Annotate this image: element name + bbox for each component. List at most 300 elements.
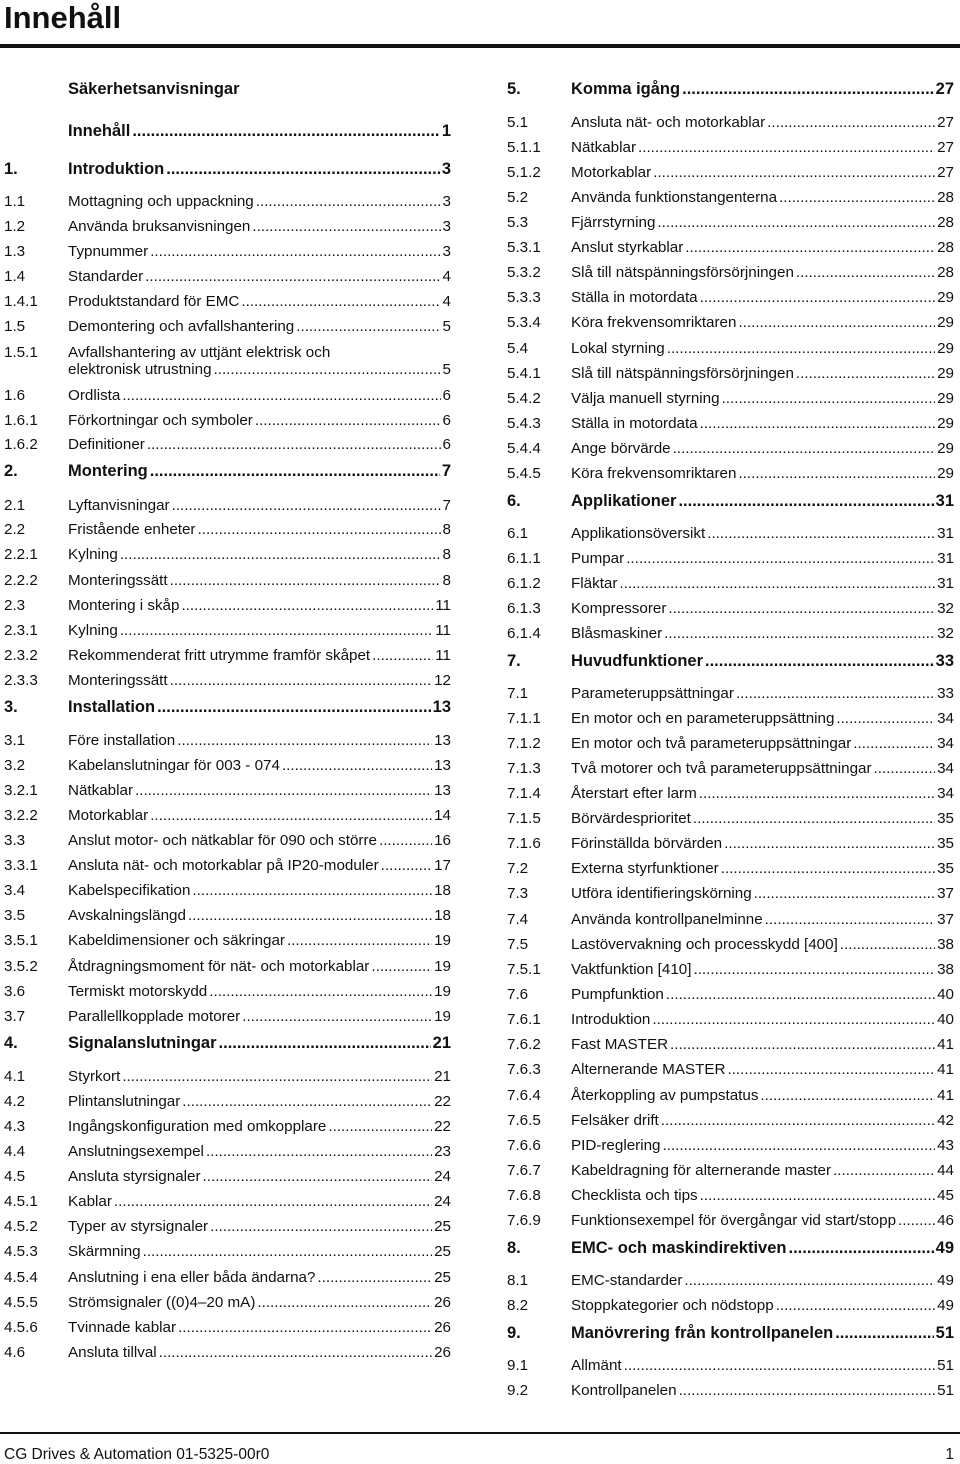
dot-leader xyxy=(836,709,935,728)
toc-entry-title: Felsäker drift xyxy=(571,1112,659,1129)
toc-entry-title: Motorkablar xyxy=(68,807,149,824)
toc-entry-page: 17 xyxy=(434,857,451,874)
toc-entry-number: 3.2 xyxy=(4,757,26,774)
dot-leader xyxy=(673,439,935,458)
footer-page-number: 1 xyxy=(945,1446,954,1463)
dot-leader xyxy=(624,1356,935,1375)
toc-entry-number: 4.5.5 xyxy=(4,1294,38,1311)
toc-entry-number: 1.3 xyxy=(4,243,26,260)
toc-entry-number: 3.4 xyxy=(4,882,26,899)
toc-entry-leader-line xyxy=(571,784,954,803)
toc-entry-page: 1 xyxy=(441,122,451,140)
toc-entry-number: 2.3.1 xyxy=(4,622,38,639)
toc-entry-title: Slå till nätspänningsförsörjningen xyxy=(571,264,794,281)
toc-entry-leader-line xyxy=(571,238,954,257)
footer-rule xyxy=(0,1432,960,1434)
toc-entry-number: 4.5.2 xyxy=(4,1218,38,1235)
toc-entry-number: 5. xyxy=(507,80,521,98)
dot-leader xyxy=(664,624,935,643)
toc-entry-title: Montering i skåp xyxy=(68,597,180,614)
toc-entry-leader-line xyxy=(571,1010,954,1029)
toc-entry-number: 3. xyxy=(4,698,18,716)
toc-entry-title: Kylning xyxy=(68,546,118,563)
toc-entry-leader-line xyxy=(571,1136,954,1155)
dot-leader xyxy=(662,1136,935,1155)
toc-entry-title: Kabeldimensioner och säkringar xyxy=(68,932,285,949)
toc-entry-page: 38 xyxy=(937,936,954,953)
toc-entry-number: 4.5.6 xyxy=(4,1319,38,1336)
toc-entry-leader-line xyxy=(571,574,954,593)
toc-entry-page: 29 xyxy=(937,465,954,482)
toc-entry-number: 1. xyxy=(4,160,18,178)
dot-leader xyxy=(653,163,935,182)
toc-entry-number: 7.6.2 xyxy=(507,1036,541,1053)
toc-entry-page: 35 xyxy=(937,835,954,852)
toc-entry-number: 2.3.2 xyxy=(4,647,38,664)
toc-entry-number: 1.2 xyxy=(4,218,26,235)
dot-leader xyxy=(699,784,935,803)
toc-entry-number: 7.6.5 xyxy=(507,1112,541,1129)
toc-entry-leader-line xyxy=(571,288,954,307)
toc-entry-page: 25 xyxy=(434,1243,451,1260)
dot-leader xyxy=(700,288,935,307)
toc-entry-title: Stoppkategorier och nödstopp xyxy=(571,1297,774,1314)
toc-entry-number: 6.1.2 xyxy=(507,575,541,592)
toc-entry-page: 6 xyxy=(442,412,451,429)
toc-entry-number: 1.5 xyxy=(4,318,26,335)
toc-entry-number: 7.3 xyxy=(507,885,529,902)
toc-entry-page: 49 xyxy=(937,1272,954,1289)
toc-entry-title: Typnummer xyxy=(68,243,149,260)
dot-leader xyxy=(722,389,936,408)
toc-entry-leader-line xyxy=(571,960,954,979)
toc-entry-title: Vaktfunktion [410] xyxy=(571,961,692,978)
toc-entry-title: Kabelspecifikation xyxy=(68,882,191,899)
toc-entry-title: Välja manuell styrning xyxy=(571,390,720,407)
toc-entry-title: Parallellkopplade motorer xyxy=(68,1008,241,1025)
dot-leader xyxy=(776,1296,935,1315)
toc-entry-leader-line xyxy=(571,188,954,207)
toc-entry-page: 7 xyxy=(442,497,451,514)
toc-entry-page: 12 xyxy=(434,672,451,689)
toc-entry-title: Anslutningsexempel xyxy=(68,1143,204,1160)
toc-entry-page: 25 xyxy=(434,1218,451,1235)
toc-entry-page: 5 xyxy=(442,318,451,335)
toc-entry-page: 27 xyxy=(937,139,954,156)
toc-entry-title: Termiskt motorskydd xyxy=(68,983,208,1000)
toc-entry-number: 7.5 xyxy=(507,936,529,953)
toc-entry-title: Kompressorer xyxy=(571,600,667,617)
toc-entry-number: 7.6.1 xyxy=(507,1011,541,1028)
toc-entry-title: Fristående enheter xyxy=(68,521,196,538)
toc-entry-title: elektronisk utrustning xyxy=(68,361,212,378)
toc-entry-number: 7.1.2 xyxy=(507,735,541,752)
toc-entry-title: Åtdragningsmoment för nät- och motorkablar xyxy=(68,958,370,975)
toc-entry-title: Applikationsöversikt xyxy=(571,525,706,542)
toc-entry-page: 24 xyxy=(434,1168,451,1185)
toc-entry-title: Typer av styrsignaler xyxy=(68,1218,209,1235)
toc-entry-leader-line xyxy=(571,464,954,483)
toc-entry-title: Installation xyxy=(68,698,156,716)
toc-entry-number: 1.1 xyxy=(4,193,26,210)
dot-leader xyxy=(657,213,935,232)
toc-entry-number: 3.3.1 xyxy=(4,857,38,874)
toc-entry-number: 5.4.3 xyxy=(507,415,541,432)
toc-entry-page: 13 xyxy=(434,782,451,799)
toc-entry-title: Kontrollpanelen xyxy=(571,1382,677,1399)
toc-entry-page: 33 xyxy=(937,685,954,702)
dot-leader xyxy=(705,652,934,671)
dot-leader xyxy=(638,138,935,157)
dot-leader xyxy=(670,1035,935,1054)
toc-entry-title: Alternerande MASTER xyxy=(571,1061,726,1078)
toc-entry-number: 5.1.1 xyxy=(507,139,541,156)
toc-entry-leader-line xyxy=(571,113,954,132)
toc-entry-title: Standarder xyxy=(68,268,144,285)
dot-leader xyxy=(652,1010,935,1029)
toc-entry-number: 4.6 xyxy=(4,1344,26,1361)
toc-entry-leader-line xyxy=(571,985,954,1004)
toc-entry-leader-line xyxy=(571,1060,954,1079)
page-title: Innehåll xyxy=(4,0,122,35)
toc-entry-leader-line xyxy=(571,684,954,703)
toc-entry-title: Montering xyxy=(68,462,148,480)
toc-entry-number: 2.2.2 xyxy=(4,572,38,589)
dot-leader xyxy=(853,734,935,753)
toc-entry-title: Förinställda börvärden xyxy=(571,835,723,852)
toc-entry-page: 44 xyxy=(937,1162,954,1179)
toc-entry-page: 32 xyxy=(937,600,954,617)
toc-entry-number: 4.5 xyxy=(4,1168,26,1185)
toc-entry-number: 7.6.6 xyxy=(507,1137,541,1154)
toc-entry-number: 3.1 xyxy=(4,732,26,749)
toc-entry-title: Kablar xyxy=(68,1193,112,1210)
toc-entry-leader-line xyxy=(571,163,954,182)
toc-entry-title: Utföra identifieringskörning xyxy=(571,885,752,902)
toc-entry-title: Slå till nätspänningsförsörjningen xyxy=(571,365,794,382)
toc-entry-title: Ansluta nät- och motorkablar på IP20-moduler xyxy=(68,857,379,874)
toc-entry-title: Avskalningslängd xyxy=(68,907,186,924)
toc-entry-leader-line xyxy=(571,834,954,853)
dot-leader xyxy=(760,1086,935,1105)
toc-entry-title: Ställa in motordata xyxy=(571,289,698,306)
toc-entry-number: 2.3.3 xyxy=(4,672,38,689)
toc-entry-page: 19 xyxy=(434,932,451,949)
toc-entry-leader-line xyxy=(571,759,954,778)
toc-entry-title: Använda bruksanvisningen xyxy=(68,218,251,235)
dot-leader xyxy=(721,859,935,878)
toc-entry-page: 46 xyxy=(937,1212,954,1229)
toc-entry-number: 2.2.1 xyxy=(4,546,38,563)
toc-entry-page: 6 xyxy=(442,387,451,404)
toc-entry-number: 1.5.1 xyxy=(4,344,38,361)
safety-heading: Säkerhetsanvisningar xyxy=(68,80,240,98)
toc-entry-number: 3.6 xyxy=(4,983,26,1000)
toc-entry-page: 29 xyxy=(937,289,954,306)
toc-entry-number: 7.1.1 xyxy=(507,710,541,727)
toc-entry-page: 41 xyxy=(937,1087,954,1104)
toc-entry-page: 34 xyxy=(937,710,954,727)
toc-entry-page: 5 xyxy=(442,361,451,378)
toc-entry-title: Ange börvärde xyxy=(571,440,671,457)
toc-entry-title: Blåsmaskiner xyxy=(571,625,663,642)
toc-entry-number: 3.2.2 xyxy=(4,807,38,824)
toc-entry-number: 4.2 xyxy=(4,1093,26,1110)
toc-entry-leader-line xyxy=(571,339,954,358)
toc-entry-page: 18 xyxy=(434,882,451,899)
toc-entry-title: EMC-standarder xyxy=(571,1272,683,1289)
toc-entry-leader-line xyxy=(571,1296,954,1315)
toc-entry-leader-line xyxy=(571,80,954,99)
dot-leader xyxy=(898,1211,935,1230)
toc-entry-title: Ordlista xyxy=(68,387,121,404)
toc-entry-page: 28 xyxy=(937,264,954,281)
toc-entry-title: Börvärdesprioritet xyxy=(571,810,691,827)
toc-entry-leader-line xyxy=(571,884,954,903)
toc-entry-page: 29 xyxy=(937,365,954,382)
toc-entry-number: 4.3 xyxy=(4,1118,26,1135)
dot-leader xyxy=(779,188,935,207)
toc-entry-title: Introduktion xyxy=(571,1011,651,1028)
toc-entry-page: 40 xyxy=(937,986,954,1003)
toc-entry-number: 4. xyxy=(4,1034,18,1052)
toc-entry-title: PID-reglering xyxy=(571,1137,661,1154)
toc-entry-title: Komma igång xyxy=(571,80,681,98)
toc-entry-title: Lokal styrning xyxy=(571,340,665,357)
toc-entry-page: 35 xyxy=(937,860,954,877)
toc-entry-number: 6.1 xyxy=(507,525,529,542)
toc-entry-page: 38 xyxy=(937,961,954,978)
dot-leader xyxy=(626,549,935,568)
toc-entry-title: Motorkablar xyxy=(571,164,652,181)
toc-entry-leader-line xyxy=(571,734,954,753)
toc-entry-page: 31 xyxy=(937,575,954,592)
toc-entry-page: 34 xyxy=(937,735,954,752)
toc-entry-page: 31 xyxy=(937,550,954,567)
toc-entry-number: 5.2 xyxy=(507,189,529,206)
toc-entry-title: Köra frekvensomriktaren xyxy=(571,314,737,331)
toc-entry-number: 6.1.1 xyxy=(507,550,541,567)
toc-entry-title: Manövrering från kontrollpanelen xyxy=(571,1324,834,1342)
toc-entry-leader-line xyxy=(571,549,954,568)
toc-entry-number: 7.6 xyxy=(507,986,529,1003)
toc-entry-number: 3.3 xyxy=(4,832,26,849)
toc-entry-title: Återstart efter larm xyxy=(571,785,697,802)
toc-entry-number: 8.2 xyxy=(507,1297,529,1314)
toc-entry-number: 3.5.1 xyxy=(4,932,38,949)
toc-entry-page: 49 xyxy=(935,1239,954,1257)
toc-entry-leader-line xyxy=(571,263,954,282)
toc-entry-leader-line xyxy=(571,599,954,618)
toc-entry-number: 7.4 xyxy=(507,911,529,928)
toc-entry-number: 7.6.9 xyxy=(507,1212,541,1229)
toc-entry-title: Kylning xyxy=(68,622,118,639)
toc-entry-number: 5.1 xyxy=(507,114,529,131)
dot-leader xyxy=(678,492,933,511)
toc-entry-leader-line xyxy=(571,313,954,332)
toc-entry-page: 42 xyxy=(937,1112,954,1129)
toc-entry-page: 41 xyxy=(937,1061,954,1078)
dot-leader xyxy=(835,1324,933,1343)
toc-entry-page: 35 xyxy=(937,810,954,827)
toc-entry-title: Lyftanvisningar xyxy=(68,497,170,514)
toc-entry-page: 31 xyxy=(935,492,954,510)
toc-entry-number: 6.1.4 xyxy=(507,625,541,642)
toc-entry-page: 13 xyxy=(432,698,451,716)
toc-entry-number: 7. xyxy=(507,652,521,670)
toc-entry-leader-line xyxy=(571,1239,954,1258)
toc-entry-number: 1.6.1 xyxy=(4,412,38,429)
toc-entry-leader-line xyxy=(571,1324,954,1343)
footer-document-id: CG Drives & Automation 01-5325-00r0 xyxy=(4,1446,270,1463)
toc-entry-page: 27 xyxy=(937,114,954,131)
toc-entry-number: 5.3.3 xyxy=(507,289,541,306)
toc-entry-title: Nätkablar xyxy=(68,782,133,799)
toc-entry-number: 5.3.1 xyxy=(507,239,541,256)
toc-entry-leader-line xyxy=(571,1356,954,1375)
toc-entry-title: Monteringssätt xyxy=(68,572,168,589)
toc-entry-number: 2.2 xyxy=(4,521,26,538)
toc-entry-leader-line xyxy=(571,1186,954,1205)
toc-entry-number: 4.5.3 xyxy=(4,1243,38,1260)
toc-entry-title: Mottagning och uppackning xyxy=(68,193,254,210)
toc-entry-page: 3 xyxy=(441,160,451,178)
toc-entry-title: Definitioner xyxy=(68,436,145,453)
toc-entry-page: 41 xyxy=(937,1036,954,1053)
toc-entry-title: Fjärrstyrning xyxy=(571,214,656,231)
dot-leader xyxy=(693,809,935,828)
dot-leader xyxy=(619,574,935,593)
toc-entry-number: 5.4.2 xyxy=(507,390,541,407)
toc-entry-number: 3.5.2 xyxy=(4,958,38,975)
toc-entry-title: Produktstandard för EMC xyxy=(68,293,240,310)
toc-entry-title: Huvudfunktioner xyxy=(571,652,703,670)
toc-entry-page: 34 xyxy=(937,760,954,777)
toc-entry-page: 19 xyxy=(434,1008,451,1025)
dot-leader xyxy=(684,1271,935,1290)
toc-entry-leader-line xyxy=(571,809,954,828)
toc-entry-title: Skärmning xyxy=(68,1243,141,1260)
toc-entry-title: Pumpar xyxy=(571,550,625,567)
toc-entry-page: 8 xyxy=(442,521,451,538)
toc-entry-leader-line xyxy=(571,1161,954,1180)
toc-entry-page: 26 xyxy=(434,1344,451,1361)
toc-entry-page: 21 xyxy=(434,1068,451,1085)
toc-entry-number: 7.6.3 xyxy=(507,1061,541,1078)
toc-entry-page: 21 xyxy=(432,1034,451,1052)
toc-entry-leader-line xyxy=(571,389,954,408)
toc-entry-leader-line xyxy=(571,1035,954,1054)
toc-entry-number: 4.1 xyxy=(4,1068,26,1085)
toc-entry-title: En motor och en parameteruppsättning xyxy=(571,710,835,727)
toc-entry-page: 29 xyxy=(937,340,954,357)
toc-entry-page: 45 xyxy=(937,1187,954,1204)
toc-entry-leader-line xyxy=(571,439,954,458)
toc-entry-title: Styrkort xyxy=(68,1068,121,1085)
toc-entry-title: Pumpfunktion xyxy=(571,986,664,1003)
toc-entry-page: 32 xyxy=(937,625,954,642)
toc-entry-title: Fast MASTER xyxy=(571,1036,669,1053)
toc-entry-leader-line xyxy=(571,935,954,954)
toc-entry-number: 6. xyxy=(507,492,521,510)
dot-leader xyxy=(833,1161,935,1180)
toc-entry-title: Checklista och tips xyxy=(571,1187,698,1204)
toc-entry-number: 2.3 xyxy=(4,597,26,614)
toc-entry-leader-line xyxy=(571,138,954,157)
toc-entry-title: Kabeldragning för alternerande master xyxy=(571,1162,832,1179)
toc-entry-page: 18 xyxy=(434,907,451,924)
toc-entry-page: 14 xyxy=(434,807,451,824)
toc-entry-title: Anslutning i ena eller båda ändarna? xyxy=(68,1269,316,1286)
toc-entry-page: 51 xyxy=(937,1382,954,1399)
toc-entry-title: Introduktion xyxy=(68,160,165,178)
dot-leader xyxy=(874,759,936,778)
toc-entry-page: 3 xyxy=(442,243,451,260)
toc-entry-leader-line xyxy=(571,1271,954,1290)
toc-entry-title: Ingångskonfiguration med omkopplare xyxy=(68,1118,327,1135)
toc-entry-leader-line xyxy=(571,652,954,671)
toc-entry-page: 22 xyxy=(434,1093,451,1110)
toc-entry-title: Använda kontrollpanelminne xyxy=(571,911,763,928)
dot-leader xyxy=(796,263,935,282)
toc-entry-number: 5.3.2 xyxy=(507,264,541,281)
toc-entry-title: Signalanslutningar xyxy=(68,1034,217,1052)
toc-entry-title: En motor och två parameteruppsättningar xyxy=(571,735,852,752)
toc-entry-number: 7.6.4 xyxy=(507,1087,541,1104)
toc-entry-page: 11 xyxy=(435,597,451,614)
toc-entry-number: 4.4 xyxy=(4,1143,26,1160)
toc-entry-page: 40 xyxy=(937,1011,954,1028)
toc-entry-number: 1.4.1 xyxy=(4,293,38,310)
toc-entry-page: 3 xyxy=(442,193,451,210)
toc-entry-leader-line xyxy=(571,492,954,511)
toc-entry-title: Kabelanslutningar för 003 - 074 xyxy=(68,757,280,774)
toc-entry-title: Nätkablar xyxy=(571,139,636,156)
toc-entry-title: Ansluta tillval xyxy=(68,1344,157,1361)
toc-entry-number: 7.1.3 xyxy=(507,760,541,777)
toc-entry-title: Anslut motor- och nätkablar för 090 och större xyxy=(68,832,377,849)
toc-entry-title: Ställa in motordata xyxy=(571,415,698,432)
toc-entry-number: 8.1 xyxy=(507,1272,529,1289)
toc-entry-leader-line xyxy=(571,1211,954,1230)
toc-entry-title: EMC- och maskindirektiven xyxy=(571,1239,787,1257)
dot-leader xyxy=(724,834,935,853)
toc-entry-title: Rekommenderat fritt utrymme framför skåpet xyxy=(68,647,371,664)
toc-entry-page: 16 xyxy=(434,832,451,849)
toc-entry-title: Köra frekvensomriktaren xyxy=(571,465,737,482)
toc-entry-page: 4 xyxy=(442,293,451,310)
toc-entry-number: 4.5.4 xyxy=(4,1269,38,1286)
dot-leader xyxy=(840,935,935,954)
toc-entry-title: Lastövervakning och processkydd [400] xyxy=(571,936,838,953)
toc-entry-page: 22 xyxy=(434,1118,451,1135)
toc-entry-number: 2. xyxy=(4,462,18,480)
toc-entry-leader-line xyxy=(571,859,954,878)
dot-leader xyxy=(788,1239,933,1258)
toc-entry-number: 7.2 xyxy=(507,860,529,877)
dot-leader xyxy=(682,80,934,99)
toc-entry-title: Återkoppling av pumpstatus xyxy=(571,1087,759,1104)
toc-entry-page: 27 xyxy=(937,164,954,181)
toc-entry-page: 19 xyxy=(434,983,451,1000)
toc-entry-leader-line xyxy=(571,910,954,929)
dot-leader xyxy=(765,910,935,929)
toc-entry-number: 5.3 xyxy=(507,214,529,231)
dot-leader xyxy=(685,238,935,257)
toc-entry-leader-line xyxy=(571,1111,954,1130)
toc-entry-number: 2.1 xyxy=(4,497,26,514)
toc-entry-page: 28 xyxy=(937,189,954,206)
